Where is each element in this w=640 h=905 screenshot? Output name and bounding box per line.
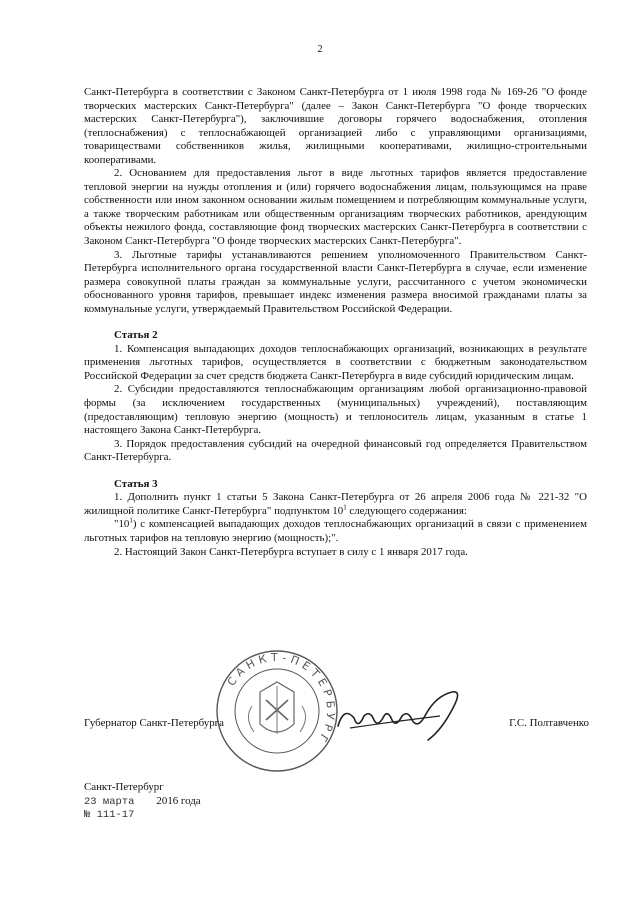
page-number: 2 [317, 44, 323, 55]
paragraph-article1-point2: 2. Основанием для предоставления льгот в виде льготных тарифов является предоставление тепловой энергии на нужды отопления и (или) горячего водоснабжения лицам, пользующимся на праве собственности или ином законном основании жилым помещением и потребляющим коммунальные услуги, а также творческим работникам или общественным организациям творческих работников, арендующим объекты нежилого фонда, составляющие фонд творческих мастерских Санкт-Петербурга в соответствии с Законом Санкт-Петербурга "О фонде творческих мастерских Санкт-Петербурга". [84, 167, 587, 248]
footer-city: Санкт-Петербург [84, 781, 164, 793]
article3-point2: 2. Настоящий Закон Санкт-Петербурга вступает в силу с 1 января 2017 года. [114, 545, 468, 558]
governor-title: Губернатор Санкт-Петербурга [84, 717, 224, 729]
paragraph-article1-point3: 3. Льготные тарифы устанавливаются решением уполномоченного Правительством Санкт-Петербурга исполнительного органа государственной власти Санкт-Петербурга в случае, если изменение размера совокупной платы граждан за коммунальные услуги, рассчитанного с учетом экономически обоснованного уровня тарифов, превышает индекс изменения размера вносимой гражданами платы за коммунальные услуги, утверждаемый Правительством Российской Федерации. [84, 248, 587, 315]
article2-heading: Статья 2 [114, 329, 158, 342]
svg-text:САНКТ-ПЕТЕРБУРГ: САНКТ-ПЕТЕРБУРГ [224, 650, 338, 748]
article3-heading: Статья 3 [114, 477, 158, 490]
article2-point2: 2. Субсидии предоставляются теплоснабжающим организациям любой организационно-правовой формы (за исключением государственных (муниципальных) учреждений), поставляющим (предоставляющим) тепловую энергию (мощность) и теплоноситель лицам, указанным в статье 1 настоящего Закона Санкт-Петербурга. [84, 383, 587, 437]
article3-quoted-subpoint: "$10^1$) с компенсацией выпадающих доходов теплоснабжающих организаций в связи с применением льготных тарифов на тепловую энергию (мощность);". [84, 516, 587, 544]
law-number: № 111-17 [84, 809, 135, 821]
document-footer [84, 781, 201, 823]
handwritten-signature-icon [330, 686, 470, 746]
article3-point1: 1. Дополнить пункт 1 статьи 5 Закона Санкт-Петербурга от 26 апреля 2006 года № 221-32 "О жилищной политике Санкт-Петербурга" подпунктом $10^1$ следующего содержания: [84, 491, 587, 517]
paragraph-continuation: Санкт-Петербурга в соответствии с Законом Санкт-Петербурга от 1 июля 1998 года № 169-26 "О фонде творческих мастерских Санкт-Петербурга" (далее – Закон Санкт-Петербурга "О фонде творческих мастерских Санкт-Петербурга"), заключившие договоры горячего водоснабжения, отопления (теплоснабжения) с теплоснабжающей организацией либо с управляющими организациями, товариществами собственников жилья, жилищными кооперативами, жилищно-строительными кооперативами. [84, 86, 587, 166]
date-stamp: 23 марта [84, 795, 135, 808]
article2-point3: 3. Порядок предоставления субсидий на очередной финансовый год определяется Правительством Санкт-Петербурга. [84, 437, 587, 464]
article2-point1: 1. Компенсация выпадающих доходов теплоснабжающих организаций, возникающих в результате применения льготных тарифов, осуществляется в соответствии с бюджетным законодательством Российской Федерации за счет средств бюджета Санкт-Петербурга в виде субсидий юридическим лицам. [84, 342, 587, 382]
official-seal-icon [214, 648, 340, 774]
footer-date [84, 795, 201, 810]
governor-name: Г.С. Полтавченко [509, 717, 589, 729]
date-year: 2016 года [156, 794, 201, 807]
document-body [84, 86, 587, 559]
